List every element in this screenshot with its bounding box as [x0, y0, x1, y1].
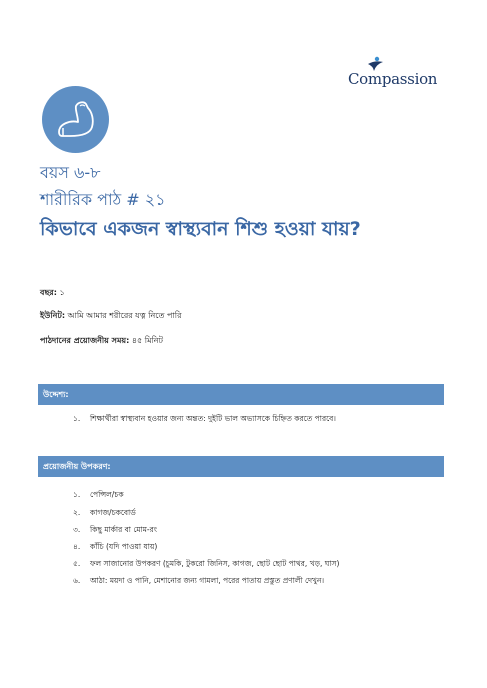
unit-label: ইউনিট: — [40, 311, 66, 320]
objective-text: শিক্ষার্থীরা স্বাস্থ্যবান হওয়ার জন্য অন্তত: দুইটি ভাল অভ্যাসকে চিহ্নিত করতে পারবে। — [90, 414, 336, 423]
time-line — [40, 335, 163, 348]
material-number: ৬. — [73, 576, 81, 585]
flexed-arm-icon — [50, 94, 101, 145]
material-number: ৪. — [73, 542, 81, 551]
material-number: ১. — [73, 490, 81, 499]
time-label: পাঠদানের প্রয়োজনীয় সময়: — [40, 336, 130, 345]
objective-number: ১. — [73, 414, 81, 423]
unit-value: আমি আমার শরীরের যত্ন নিতে পারি — [65, 311, 182, 320]
material-text: কাগজ/চকবোর্ড — [90, 508, 136, 517]
materials-header: প্রয়োজনীয় উপকরণ: — [38, 456, 444, 477]
age-heading: বয়স ৬-৮ — [40, 163, 101, 182]
logo-text: Compassion — [348, 70, 438, 88]
time-value: ৪৫ মিনিট — [129, 336, 163, 345]
material-text: পেন্সিল/চক — [90, 490, 124, 499]
lesson-heading: শারীরিক পাঠ # ২১ — [40, 190, 166, 209]
year-value: ১ — [56, 288, 65, 297]
material-text: কাঁচি (যদি পাওয়া যায়) — [90, 542, 158, 551]
page-title: কিভাবে একজন স্বাস্থ্যবান শিশু হওয়া যায়? — [40, 218, 361, 240]
material-text: কিছু মার্কার বা মোম-রং — [90, 525, 157, 534]
material-text: ফল সাজানোর উপকরণ (চুমকি, টুকরো জিনিস, কাগজ, ছোট ছোট পাথর, খড়, ঘাস) — [90, 559, 340, 568]
material-text: আঠা: ময়দা ও পানি, মেশানোর জন্য গামলা, পরের পাতায় প্রস্তুত প্রণালী দেখুন। — [90, 576, 325, 585]
material-number: ৫. — [73, 559, 81, 568]
material-number: ৩. — [73, 525, 81, 534]
objectives-header: উদ্দেশ্য: — [38, 384, 444, 405]
year-line — [40, 287, 65, 300]
unit-line — [40, 310, 181, 323]
compassion-logo — [348, 56, 448, 96]
material-number: ২. — [73, 508, 81, 517]
year-label: বছর: — [40, 288, 57, 297]
arm-badge — [42, 86, 109, 153]
